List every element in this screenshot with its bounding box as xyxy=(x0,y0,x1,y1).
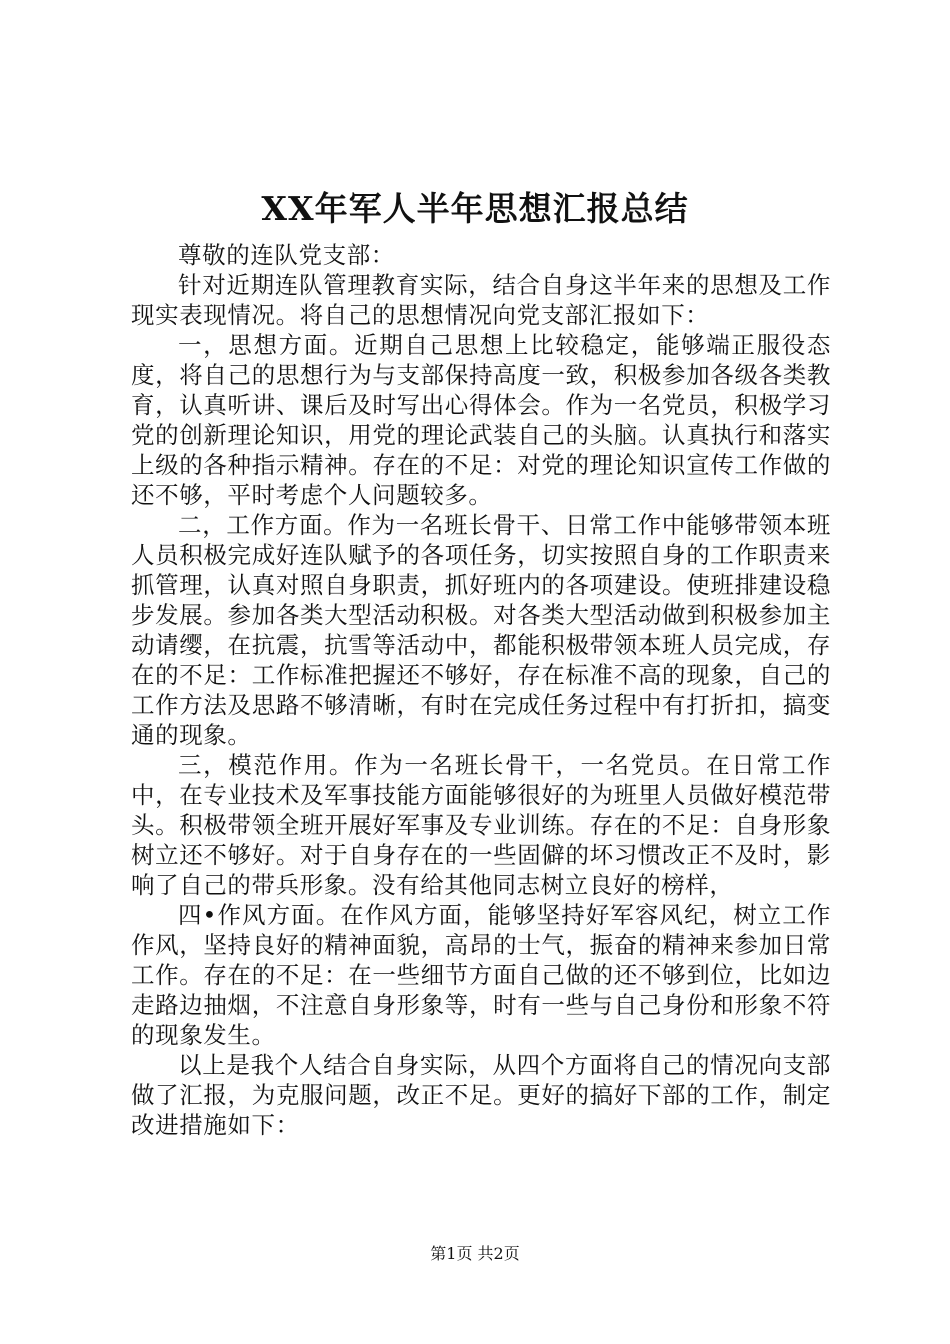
document-body xyxy=(131,240,831,1140)
work-section-paragraph: 二，工作方面。作为一名班长骨干、日常工作中能够带领本班人员积极完成好连队赋予的各项任务，切实按照自身的工作职责来抓管理，认真对照自身职责，抓好班内的各项建设。使班排建设稳步发展。参加各类大型活动积极。对各类大型活动做到积极参加主动请缨，在抗震，抗雪等活动中，都能积极带领本班人员完成，存在的不足：工作标准把握还不够好，存在标准不高的现象，自己的工作方法及思路不够清晰，有时在完成任务过程中有打折扣，搞变通的现象。 xyxy=(131,511,831,749)
intro-paragraph: 针对近期连队管理教育实际，结合自身这半年来的思想及工作现实表现情况。将自己的思想情况向党支部汇报如下： xyxy=(131,271,831,329)
document-title: XX年军人半年思想汇报总结 xyxy=(261,189,689,228)
role-model-section-paragraph: 三，模范作用。作为一名班长骨干，一名党员。在日常工作中，在专业技术及军事技能方面能够很好的为班里人员做好模范带头。积极带领全班开展好军事及专业训练。存在的不足：自身形象树立还不够好。对于自身存在的一些固僻的坏习惯改正不及时，影响了自己的带兵形象。没有给其他同志树立良好的榜样， xyxy=(131,751,831,899)
salutation: 尊敬的连队党支部： xyxy=(178,241,395,269)
conclusion-paragraph: 以上是我个人结合自身实际，从四个方面将自己的情况向支部做了汇报，为克服问题，改正不足。更好的搞好下部的工作，制定改进措施如下： xyxy=(131,1051,831,1139)
conduct-section-paragraph: 四•作风方面。在作风方面，能够坚持好军容风纪，树立工作作风，坚持良好的精神面貌，高昂的士气，振奋的精神来参加日常工作。存在的不足：在一些细节方面自己做的还不够到位，比如边走路边抽烟，不注意自身形象等，时有一些与自己身份和形象不符的现象发生。 xyxy=(131,901,831,1049)
page-number-footer: 第1页 共2页 xyxy=(430,1244,520,1263)
thought-section-paragraph: 一，思想方面。近期自己思想上比较稳定，能够端正服役态度，将自己的思想行为与支部保持高度一致，积极参加各级各类教育，认真听讲、课后及时写出心得体会。作为一名党员，积极学习党的创新理论知识，用党的理论武装自己的头脑。认真执行和落实上级的各种指示精神。存在的不足：对党的理论知识宣传工作做的还不够，平时考虑个人问题较多。 xyxy=(131,331,831,509)
